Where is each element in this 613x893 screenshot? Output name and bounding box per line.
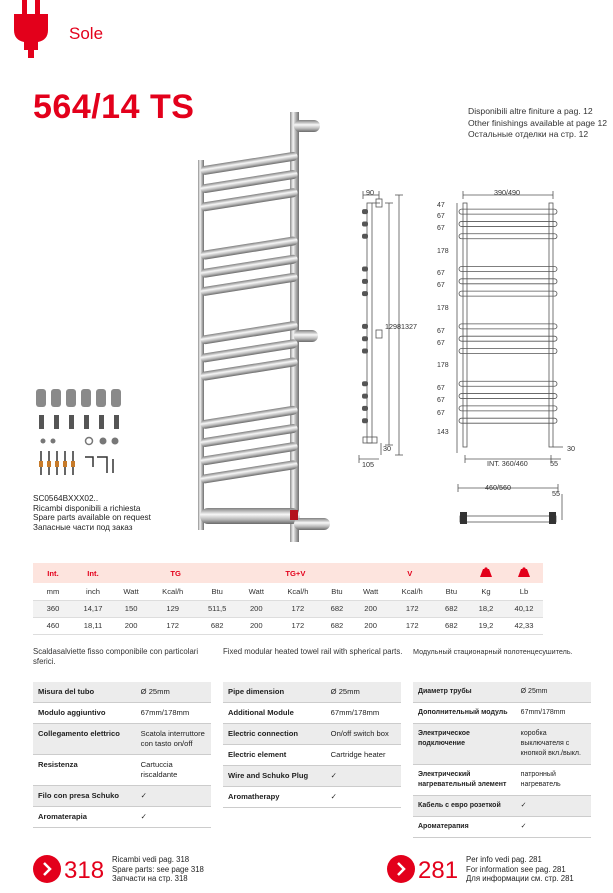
tech-table [33, 563, 543, 635]
front-spacing-label: 178 [437, 247, 449, 255]
spec-key: Дополнительный модуль [413, 703, 513, 724]
front-spacing-label: 67 [437, 225, 445, 233]
table-cell: 172 [274, 600, 321, 617]
page-number-right: 281 [418, 857, 459, 884]
unit-cell: Btu [196, 583, 238, 600]
side-bar-end [362, 394, 368, 399]
spec-key: Collegamento elettrico [33, 724, 133, 755]
table-cell: 172 [274, 617, 321, 634]
spare-parts-it: Ricambi disponibili a richiesta [33, 503, 141, 513]
spec-row [33, 786, 211, 807]
spec-key: Additional Module [223, 703, 323, 724]
spec-key: Электрическое подключение [413, 724, 513, 765]
table-cell: 150 [113, 600, 149, 617]
table-row [33, 600, 543, 617]
spec-value: On/off switch box [323, 724, 401, 745]
front-bar [459, 349, 557, 354]
unit-cell: Btu [321, 583, 352, 600]
finish-note [468, 106, 607, 141]
front-spacing-label: 47 [437, 202, 445, 210]
spare-parts-code: SC0564BXXX02.. [33, 494, 99, 503]
spec-key: Pipe dimension [223, 682, 323, 703]
table-cell: 360 [33, 600, 73, 617]
side-bar-end [362, 234, 368, 239]
front-bar [459, 406, 557, 411]
spec-key: Аромaтерапия [413, 817, 513, 838]
spec-key: Диаметр трубы [413, 682, 513, 703]
spec-row [413, 817, 591, 838]
table-cell: 19,2 [467, 617, 505, 634]
footer-left-ru: Запчасти на стр. 318 [112, 874, 188, 884]
table-cell: 14,17 [73, 600, 113, 617]
front-bar [459, 279, 557, 284]
unit-cell: Kcal/h [274, 583, 321, 600]
front-bar [459, 336, 557, 341]
spec-value: Cartridge heater [323, 745, 401, 766]
spare-parts-photo [33, 383, 128, 483]
front-spacing-label: 67 [437, 212, 445, 220]
side-bar-end [362, 291, 368, 296]
plug-icon [0, 0, 62, 58]
spec-row [33, 755, 211, 786]
side-bar-end [362, 406, 368, 411]
col-int-inch: Int. [73, 563, 113, 583]
front-spacing-label: 67 [437, 339, 445, 347]
spec-key: Misura del tubo [33, 682, 133, 703]
table-cell: 200 [113, 617, 149, 634]
unit-cell: Kg [467, 583, 505, 600]
side-bar-end [362, 209, 368, 214]
unit-cell: Kcal/h [389, 583, 436, 600]
weight-icon [518, 567, 530, 577]
front-right-offset-label: 55 [550, 459, 558, 468]
spare-parts-ru: Запасные части под заказ [33, 522, 133, 532]
unit-cell: Watt [353, 583, 389, 600]
spare-parts-caption [33, 494, 151, 532]
footer-right-it: Per info vedi pag. 281 [466, 855, 542, 864]
table-cell: 18,11 [73, 617, 113, 634]
col-weight-lb [505, 563, 543, 583]
spec-row [223, 703, 401, 724]
front-bottom-offset-label: 30 [567, 444, 575, 453]
description-ru: Модульный стационарный полотенцесушитель. [413, 647, 573, 656]
spec-row [33, 682, 211, 703]
unit-cell: Watt [113, 583, 149, 600]
side-bar-end [362, 279, 368, 284]
page-link-318[interactable] [33, 855, 61, 883]
spec-value: Scatola interruttore con tasto on/off [133, 724, 211, 755]
spec-value: Ø 25mm [323, 682, 401, 703]
side-bar-end [362, 267, 368, 272]
spec-value: ✓ [133, 786, 211, 807]
towel-bars [200, 151, 298, 484]
table-cell: 129 [149, 600, 196, 617]
finish-note-ru: Остальные отделки на стр. 12 [468, 129, 589, 139]
table-cell: 682 [321, 617, 352, 634]
top-width-label: 460/560 [485, 483, 511, 492]
front-spacing-label: 67 [437, 384, 445, 392]
footer-right-en: For information see pag. 281 [466, 864, 566, 874]
spec-value: ✓ [513, 817, 591, 838]
unit-cell: mm [33, 583, 73, 600]
front-bar [459, 267, 557, 272]
col-tg: TG [113, 563, 238, 583]
spec-row [413, 724, 591, 765]
spare-parts-en: Spare parts available on request [33, 513, 151, 523]
table-cell: 172 [389, 600, 436, 617]
unit-cell: Watt [238, 583, 274, 600]
side-bar-end [362, 324, 368, 329]
spec-value: ✓ [133, 807, 211, 828]
front-interaxis-label: INT. 360/460 [487, 459, 528, 468]
spec-row [33, 807, 211, 828]
table-cell: 200 [238, 600, 274, 617]
table-cell: 460 [33, 617, 73, 634]
spec-row [223, 724, 401, 745]
top-view-drawing [452, 480, 572, 530]
spec-value: 67mm/178mm [513, 703, 591, 724]
spec-key: Wire and Schuko Plug [223, 766, 323, 787]
page-link-281[interactable] [387, 855, 415, 883]
col-int-mm: Int. [33, 563, 73, 583]
table-row [33, 617, 543, 634]
front-spacing-label: 67 [437, 409, 445, 417]
spec-key: Filo con presa Schuko [33, 786, 133, 807]
spec-value: ✓ [323, 787, 401, 808]
side-base-label: 105 [362, 460, 374, 469]
chevron-right-icon [33, 855, 61, 883]
spec-row [413, 703, 591, 724]
front-bar [459, 381, 557, 386]
tech-unit-row [33, 583, 543, 600]
table-cell: 682 [321, 600, 352, 617]
table-cell: 682 [436, 600, 467, 617]
description-it: Scaldasalviette fisso componibile con particolari sferici. [33, 647, 199, 666]
finish-note-en: Other finishings available at page 12 [468, 117, 608, 128]
col-tgv: TG+V [238, 563, 352, 583]
front-width-label: 390/490 [494, 188, 520, 197]
front-bar [459, 221, 557, 226]
plug-logo [0, 0, 62, 58]
spec-value: Ø 25mm [133, 682, 211, 703]
footer-right-text [466, 855, 574, 884]
spec-key: Electric connection [223, 724, 323, 745]
table-cell: 682 [436, 617, 467, 634]
unit-cell: Btu [436, 583, 467, 600]
spec-value: Cartuccia riscaldante [133, 755, 211, 786]
front-view-drawing [435, 185, 575, 470]
table-cell: 200 [353, 617, 389, 634]
table-cell: 40,12 [505, 600, 543, 617]
table-cell: 511,5 [196, 600, 238, 617]
unit-cell: inch [73, 583, 113, 600]
spec-key: Кабель с евро розеткой [413, 796, 513, 817]
front-bar [459, 418, 557, 423]
unit-cell: Kcal/h [149, 583, 196, 600]
spec-value: ✓ [323, 766, 401, 787]
side-height-total-label: 1327 [401, 322, 417, 331]
spec-row [413, 765, 591, 796]
footer-left-text [112, 855, 204, 884]
table-cell: 172 [389, 617, 436, 634]
spec-key: Modulo aggiuntivo [33, 703, 133, 724]
side-bar-end [362, 381, 368, 386]
spec-table-it [33, 682, 211, 828]
side-height-inner-label: 1298 [385, 322, 401, 331]
model-title: 564/14 TS [33, 88, 195, 126]
spec-row [223, 787, 401, 808]
front-bar [459, 291, 557, 296]
spec-key: Электрический нагревательный элемент [413, 765, 513, 796]
footer-left-it: Ricambi vedi pag. 318 [112, 855, 190, 864]
front-bar [459, 234, 557, 239]
chevron-right-icon [387, 855, 415, 883]
spec-key: Resistenza [33, 755, 133, 786]
front-spacing-label: 67 [437, 270, 445, 278]
front-bar [459, 324, 557, 329]
spec-value: коробка выключателя с кнопкой вкл./выкл. [513, 724, 591, 765]
table-cell: 42,33 [505, 617, 543, 634]
side-bar-end [362, 349, 368, 354]
front-spacing-label: 67 [437, 327, 445, 335]
spec-table-ru [413, 682, 591, 838]
front-spacing-label: 67 [437, 282, 445, 290]
footer-right-ru: Для информации см. стр. 281 [466, 874, 574, 884]
front-bar [459, 394, 557, 399]
top-depth-label: 55 [552, 489, 560, 498]
spec-row [223, 682, 401, 703]
page-number-left: 318 [64, 857, 105, 884]
front-spacing-label: 178 [437, 362, 449, 370]
side-depth-label: 90 [366, 188, 374, 197]
spec-table-en [223, 682, 401, 808]
spec-row [223, 745, 401, 766]
spec-row [33, 703, 211, 724]
spec-row [223, 766, 401, 787]
weight-icon [480, 567, 492, 577]
brand-name: Sole [69, 24, 104, 43]
spec-key: Aromatherapy [223, 787, 323, 808]
finish-note-it: Disponibili altre finiture a pag. 12 [468, 106, 593, 116]
spec-value: ✓ [513, 796, 591, 817]
tech-group-header [33, 563, 543, 583]
spec-row [413, 682, 591, 703]
table-cell: 18,2 [467, 600, 505, 617]
side-bottom-offset-label: 30 [383, 444, 391, 453]
unit-cell: Lb [505, 583, 543, 600]
towel-rail-photo [190, 100, 340, 550]
side-bar-end [362, 418, 368, 423]
description-en: Fixed modular heated towel rail with spherical parts. [223, 647, 403, 656]
spec-row [413, 796, 591, 817]
spec-value: 67mm/178mm [133, 703, 211, 724]
front-spacing-label: 178 [437, 305, 449, 312]
col-weight-kg [467, 563, 505, 583]
col-v: V [353, 563, 467, 583]
front-spacing-label: 143 [437, 428, 449, 436]
front-spacing-label: 67 [437, 397, 445, 405]
spec-value: Ø 25mm [513, 682, 591, 703]
table-cell: 200 [238, 617, 274, 634]
spec-value: 67mm/178mm [323, 703, 401, 724]
table-cell: 682 [196, 617, 238, 634]
spec-row [33, 724, 211, 755]
table-cell: 200 [353, 600, 389, 617]
spec-key: Aromaterapia [33, 807, 133, 828]
spec-key: Electric element [223, 745, 323, 766]
front-bar [459, 209, 557, 214]
spec-value: патронный нагреватель [513, 765, 591, 796]
side-bar-end [362, 221, 368, 226]
side-bar-end [362, 336, 368, 341]
footer-left-en: Spare parts: see page 318 [112, 864, 204, 874]
table-cell: 172 [149, 617, 196, 634]
